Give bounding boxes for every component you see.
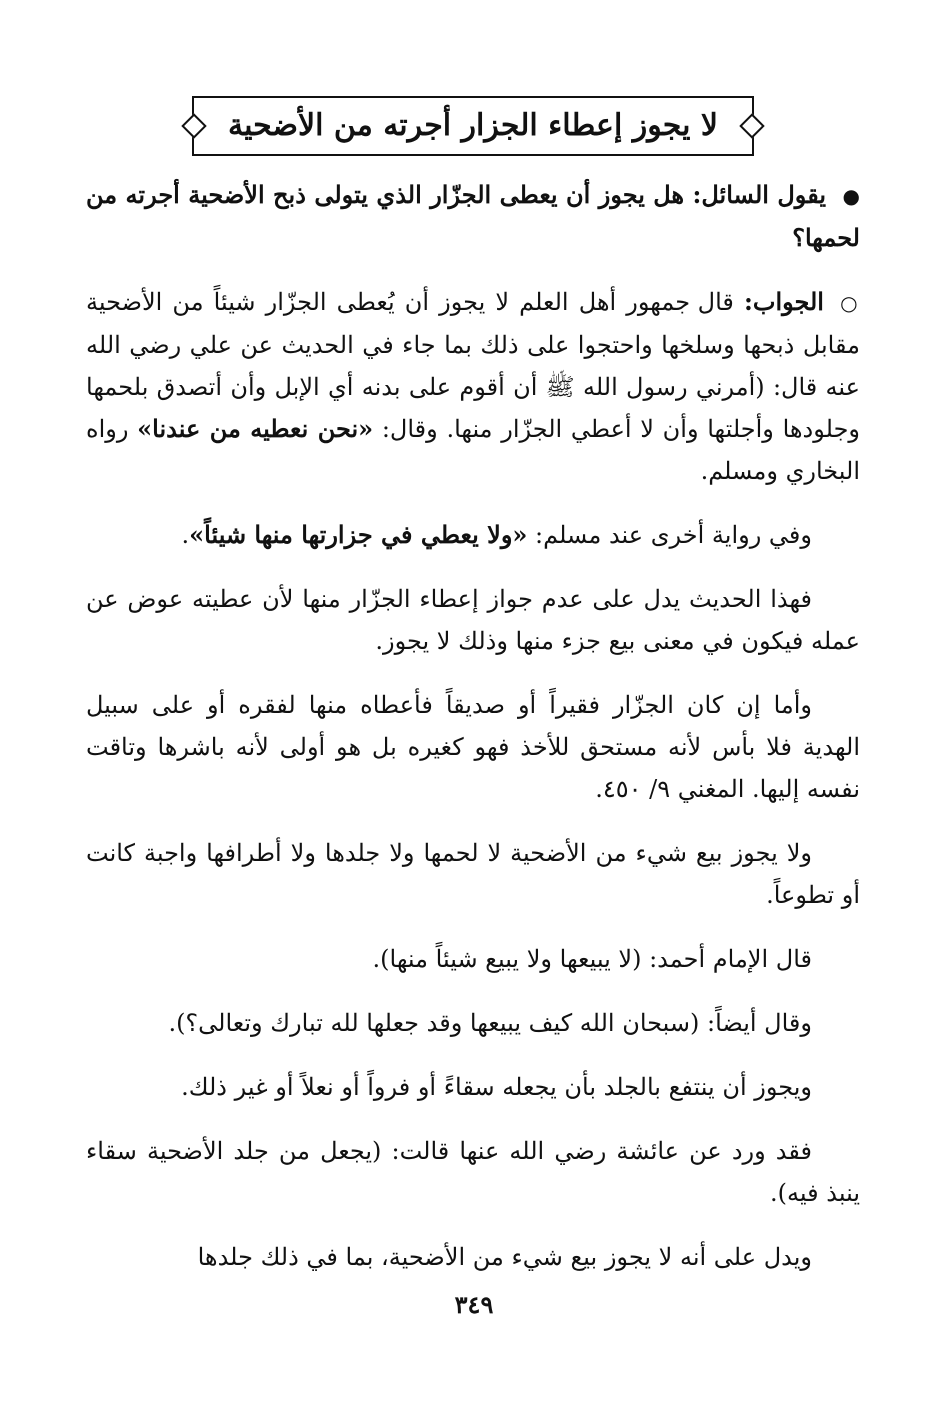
- paragraph-text: فقد ورد عن عائشة رضي الله عنها قالت: (يجعل من جلد الأضحية سقاء ينبذ فيه).: [86, 1137, 860, 1207]
- page-number: ٣٤٩: [454, 1290, 494, 1319]
- title-wrapper: [86, 96, 860, 156]
- paragraph-text: قال الإمام أحمد: (لا يبيعها ولا يبيع شيئاً منها).: [372, 945, 812, 973]
- paragraph-text: ويجوز أن ينتفع بالجلد بأن يجعله سقاءً أو فرواً أو نعلاً أو غير ذلك.: [181, 1073, 812, 1101]
- paragraph-quote: «ولا يعطي في جزارتها منها شيئاً»: [189, 520, 528, 549]
- paragraph-text: وفي رواية أخرى عند مسلم:: [527, 521, 812, 549]
- body-paragraph-2: [86, 578, 860, 662]
- body-paragraph-6: [86, 1002, 860, 1044]
- answer-tail: رواه البخاري ومسلم.: [86, 415, 860, 485]
- body-paragraph-1: [86, 514, 860, 556]
- paragraph-text: فهذا الحديث يدل على عدم جواز إعطاء الجزّار منها لأن عطيته عوض عن عمله فيكون في معنى بيع جزء منها وذلك لا يجوز.: [86, 585, 860, 655]
- paragraph-text: ويدل على أنه لا يجوز بيع شيء من الأضحية، بما في ذلك جلدها: [197, 1243, 812, 1271]
- circle-marker-icon: ○: [840, 291, 860, 315]
- body-paragraph-9: [86, 1236, 860, 1278]
- paragraph-text: وقال أيضاً: (سبحان الله كيف يبيعها وقد جعلها لله تبارك وتعالى؟).: [168, 1009, 812, 1037]
- answer-text: قال جمهور أهل العلم لا يجوز أن يُعطى الجزّار شيئاً من الأضحية مقابل ذبحها وسلخها واحتجوا على ذلك بما جاء في الحديث عن علي رضي الله عنه قال: (أمرني رسول الله ﷺ أن أقوم على بدنه أي الإبل وأن أتصدق بلحمها وجلودها وأجلتها وأن لا أعطي الجزّار منها. وقال:: [86, 288, 860, 443]
- body-paragraph-8: [86, 1130, 860, 1214]
- question-label: يقول السائل:: [692, 180, 827, 209]
- question-text: هل يجوز أن يعطى الجزّار الذي يتولى ذبح الأضحية أجرته من لحمها؟: [86, 180, 860, 252]
- paragraph-tail: .: [181, 521, 190, 549]
- answer-paragraph: [86, 281, 860, 492]
- paragraph-text: ولا يجوز بيع شيء من الأضحية لا لحمها ولا جلدها ولا أطرافها واجبة كانت أو تطوعاً.: [86, 839, 860, 909]
- body-paragraph-4: [86, 832, 860, 916]
- answer-quote: «نحن نعطيه من عندنا»: [137, 414, 374, 443]
- body-paragraph-7: [86, 1066, 860, 1108]
- page-title: لا يجوز إعطاء الجزار أجرته من الأضحية: [192, 96, 754, 156]
- body-paragraph-5: [86, 938, 860, 980]
- body-paragraph-3: [86, 684, 860, 810]
- paragraph-text: وأما إن كان الجزّار فقيراً أو صديقاً فأعطاه منها لفقره أو على سبيل الهدية فلا بأس لأنه مستحق للأخذ فهو كغيره بل هو أولى لأنه باشرها وتاقت نفسه إليها. المغني ٩/ ٤٥٠.: [86, 691, 860, 803]
- bullet-icon: ●: [842, 184, 860, 208]
- answer-label: الجواب:: [743, 287, 824, 316]
- question-paragraph: [86, 174, 860, 259]
